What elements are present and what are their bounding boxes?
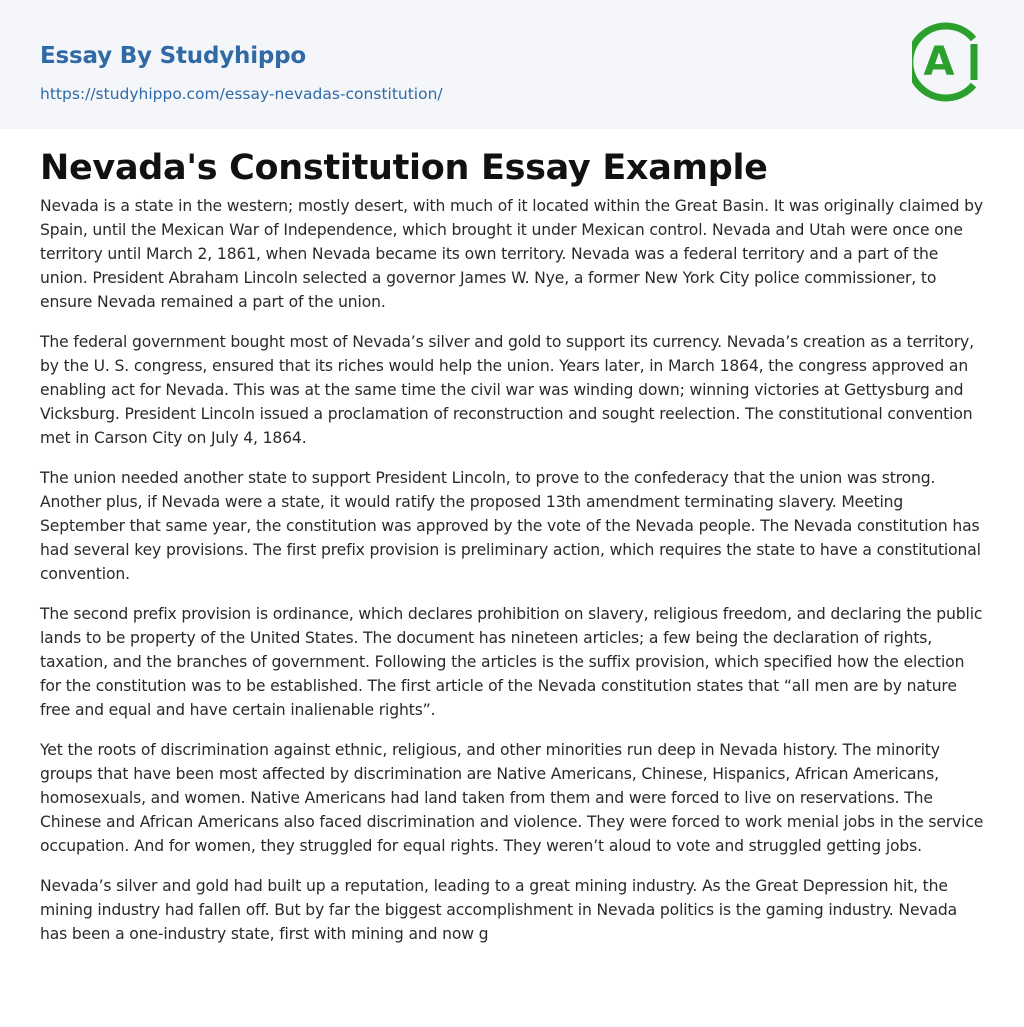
essay-paragraph: The second prefix provision is ordinance, which declares prohibition on slavery, religious freedom, and declaring the public lands to be property of the United States. The document has nineteen articles; a few being the declaration of rights, taxation, and the branches of government. Following the articles is the suffix provision, which specified how the election for the constitution was to be established. The first article of the Nevada constitution states that “all men are by nature free and equal and have certain inalienable rights”. [40, 605, 983, 719]
site-header [0, 0, 1024, 129]
essay-paragraph: Nevada is a state in the western; mostly desert, with much of it located within the Great Basin. It was originally claimed by Spain, until the Mexican War of Independence, which brought it under Mexican control. Nevada and Utah were once one territory until March 2, 1861, when Nevada became its own territory. Nevada was a federal territory and a part of the union. President Abraham Lincoln selected a governor James W. Nye, a former New York City police commissioner, to ensure Nevada remained a part of the union. [40, 197, 983, 311]
article-url-link[interactable]: https://studyhippo.com/essay-nevadas-constitution/ [40, 85, 443, 103]
essay-paragraph: Yet the roots of discrimination against ethnic, religious, and other minorities run deep in Nevada history. The minority groups that have been most affected by discrimination are Native Americans, Chinese, Hispanics, African Americans, homosexuals, and women. Native Americans had land taken from them and were forced to live on reservations. The Chinese and African Americans also faced discrimination and violence. They were forced to work menial jobs in the service occupation. And for women, they struggled for equal rights. They weren’t aloud to vote and struggled getting jobs. [40, 741, 984, 855]
essay-paragraph: Nevada’s silver and gold had built up a reputation, leading to a great mining industry. As the Great Depression hit, the mining industry had fallen off. But by far the biggest accomplishment in Nevada politics is the gaming industry. Nevada has been a one-industry state, first with mining and now g [40, 877, 958, 943]
studyhippo-logo-icon[interactable] [912, 18, 986, 106]
logo-letter: A [923, 39, 955, 85]
essay-paragraph: The federal government bought most of Nevada’s silver and gold to support its currency. Nevada’s creation as a territory, by the U. S. congress, ensured that its riches would help the union. Years later, in March 1864, the congress approved an enabling act for Nevada. This was at the same time the civil war was winding down; winning victories at Gettysburg and Vicksburg. President Lincoln issued a proclamation of reconstruction and sought reelection. The constitutional convention met in Carson City on July 4, 1864. [40, 333, 974, 447]
essay-content [0, 148, 1024, 946]
essay-body [40, 194, 984, 946]
essay-paragraph: The union needed another state to support President Lincoln, to prove to the confederacy that the union was strong. Another plus, if Nevada were a state, it would ratify the proposed 13th amendment terminating slavery. Meeting September that same year, the constitution was approved by the vote of the Nevada people. The Nevada constitution has had several key provisions. The first prefix provision is preliminary action, which requires the state to have a constitutional convention. [40, 469, 981, 583]
site-brand[interactable]: Essay By Studyhippo [40, 43, 307, 69]
essay-title: Nevada's Constitution Essay Example [40, 148, 768, 188]
